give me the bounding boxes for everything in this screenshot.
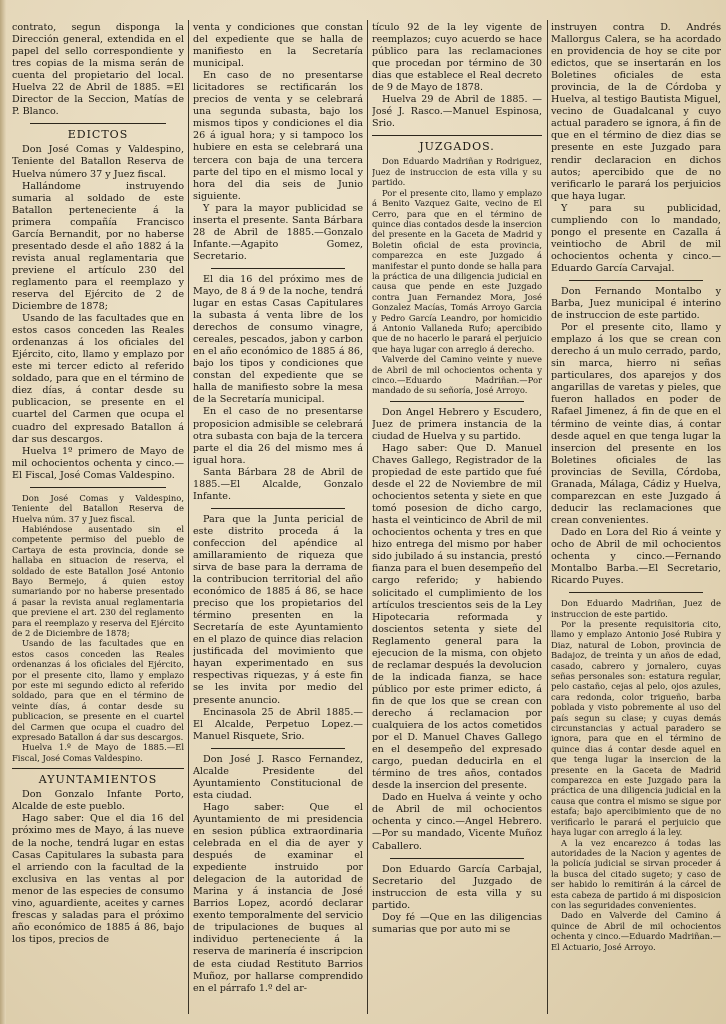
paragraph: Don Eduardo Madriñan y Rodriguez, Juez de instruccion de esta villa y su partido. — [372, 156, 542, 188]
separator — [372, 135, 542, 136]
paragraph: Encinasola 25 de Abril 1885.—El Alcalde, Perpetuo Lopez.—Manuel Risquete, Srio. — [193, 706, 363, 742]
paragraph: En caso de no presentarse licitadores se rectificarán los precios de venta y se celebrará una segunda subasta, bajo los mismos tipos y condiciones el dia 26 á igual hora; y si tampoco los hubiere en esta se celebrará una tercera con baja de una tercera parte del tipo en el mismo local y hora del dia seis de Junio siguiente. — [193, 70, 363, 202]
paragraph: Hallándome instruyendo sumaria al soldado de este Batallon perteneciente á la primera compañía Francisco García Bernandit, por no haberse presentado desde el año 1882 á la revista anual reglamentaria que previene el artículo 230 del reglamento para el reemplazo y reserva del Ejército de 2 de Diciembre de 1878; — [12, 180, 184, 313]
paragraph: A la vez encarezco á todas las autoridades de la Nacion y agentes de la policía judicial se sirvan proceder á la busca del citado sugeto; y caso de ser habido lo remitirán á la cárcel de esta cabeza de partido á mi disposicion con las seguridades convenientes. — [551, 837, 721, 910]
paragraph: Santa Bárbara 28 de Abril de 1885.—El Alcalde, Gonzalo Infante. — [193, 466, 363, 502]
paragraph: Huelva 1º primero de Mayo de mil ochocientos ochenta y cinco.—El Fiscal, José Comas Valdespino. — [12, 445, 184, 481]
column-rule — [367, 20, 368, 1014]
separator — [30, 487, 166, 488]
paragraph: Huelva 1.º de Mayo de 1885.—El Fiscal, José Comas Valdespino. — [12, 742, 184, 763]
column-1 — [12, 22, 184, 1018]
paragraph: Don José Comas y Valdespino, Teniente del Batallon Reserva de Huelva número 37 y Juez fiscal. — [12, 144, 184, 180]
column-4 — [551, 22, 721, 1018]
column-rule — [188, 20, 189, 1014]
separator — [211, 508, 345, 509]
paragraph: Y para su publicidad, cumpliendo con lo mandado, pongo el presente en Cazalla á veintiocho de Abril de mil ochocientos ochenta y cinco.—Eduardo García Carvajal. — [551, 202, 721, 274]
paragraph: Don Gonzalo Infante Porto, Alcalde de este pueblo. — [12, 789, 184, 813]
paragraph: Hago saber: Que el dia 16 del próximo mes de Mayo, á las nueve de la noche, tendrá lugar en estas Casas Capitulares la subasta para el arriendo con la facultad de la exclusiva en las ventas al por menor de las especies de consumo vino, aguardiente, aceites y carnes frescas y saladas para el próximo año económico de 1885 á 86, bajo los tipos, precios de — [12, 813, 184, 945]
paragraph: Doy fé —Que en las diligencias sumarias que por auto mi se — [372, 911, 542, 935]
paragraph: Don Eduardo García Carbajal, Secretario del Juzgado de instruccion de esta villa y su partido. — [372, 863, 542, 911]
paragraph: Hago saber: Que D. Manuel Chaves Gallego, Registrador de la propiedad de este partido que fué desde el 22 de Noviembre de mil ochocientos setenta y siete en que tomó posesion de dicho cargo, hasta el veinticinco de Abril de mil ochocientos ochenta y tres en que hizo entrega del mismo por haber sido jubilado á su instancia, prestó fianza para el buen desempeño del cargo referido; y habiendo solicitado el cumplimiento de los artículos trescientos seis de la Ley Hipotecaria reformada y doscientos setenta y siete del Reglamento general para la ejecucion de la misma, con objeto de reclamar después la devolucion de la indicada fianza, se hace público por este primer edicto, á fin de que los que se crean con derecho á reclamacion por cualquiera de los actos cometidos por el D. Manuel Chaves Gallego en el desempeño del expresado cargo, puedan deducirla en el término de tres años, contados desde la insercion del presente. — [372, 442, 542, 792]
paragraph: Usando de las facultades que en estos casos conceden las Reales ordenanzas á los oficiales del Ejército, cito, llamo y emplazo por este mi tercer edicto al referido soldado, para que en el término de diez días, á contar desde su publicacion, se presente en el cuartel del Carmen que ocupa el cuadro del expresado Batallon á dar sus descargos. — [12, 313, 184, 445]
paragraph: Huelva 29 de Abril de 1885. —José J. Rasco.—Manuel Espinosa, Srio. — [372, 94, 542, 130]
separator — [569, 592, 703, 593]
separator — [390, 401, 524, 402]
paragraph: El dia 16 del próximo mes de Mayo, de 8 á 9 de la noche, tendrá lugar en estas Casas Capitulares la subasta á venta libre de los derechos de consumo vinagre, cereales, pescados, jabon y carbon en el año económico de 1885 á 86, bajo los tipos y condiciones que constan del expediente que se halla de manifiesto sobre la mesa de la Secretaría municipal. — [193, 273, 363, 406]
separator — [211, 268, 345, 269]
paragraph: tículo 92 de la ley vigente de reemplazos; cuyo acuerdo se hace público para las reclamaciones que procedan por término de 30 dias que establece el Real decreto de 9 de Mayo de 1878. — [372, 22, 542, 94]
separator — [390, 858, 524, 859]
paragraph: Dado en Huelva á veinte y ocho de Abril de mil ochocientos ochenta y cinco.—Angel Hebrero.—Por su mandado, Vicente Muñoz Caballero. — [372, 792, 542, 852]
paragraph: Por el presente cito, llamo y emplazo á Benito Vazquez Gaite, vecino de El Cerro, para que en el término de quince dias contados desde la insercion del presente en la Gaceta de Madrid y Boletin oficial de esta provincia, comparezca en este Juzgado á manifestar el punto donde se halla para la práctica de una diligencia judicial en causa que pende en este Juzgado contra Juan Fernandez Mora, José Gonzalez Macías, Tomás Arroyo Garcia y Pedro García Leandro, por homicidio á Antonio Vallaneda Rufo; apercibido que de no hacerlo le parará el perjuicio que haya lugar con arreglo á derecho. — [372, 187, 542, 354]
paragraph: contrato, segun disponga la Dirección general, extendida en el papel del sello correspondiente y tres copias de la misma serán de cuenta del propietario del local. Huelva 22 de Abril de 1885. =El Director de la Seccion, Matías de P. Blanco. — [12, 22, 184, 118]
separator — [30, 123, 166, 124]
column-3 — [372, 22, 542, 1018]
section-heading-edictos: EDICTOS — [67, 128, 129, 142]
paragraph: Por el presente cito, llamo y emplazo á los que se crean con derecho á un mulo cerrado, pardo, sin marca, hierro ni señas particulares, dos aparejos y dos angarillas de varetas y pieles, que fueron hallados en poder de Rafael Jimenez, á fin de que en el término de veinte dias, á contar desde aquel en que tenga lugar la insercion del presente en los Boletines oficiales de las provincias de Sevilla, Córdoba, Granada, Málaga, Cádiz y Huelva, comparezcan en este Juzgado á deducir las reclamaciones que crean convenientes. — [551, 322, 721, 526]
paragraph: Habiéndose ausentado sin el competente permiso del pueblo de Cartaya de esta provincia, donde se hallaba en situacion de reserva, el soldado de este Batallon José Antonio Bayo Bermejo, á quien estoy sumariando por no haberse presentado á pasar la revista anual reglamentaria que previene el art. 230 del reglamento para el reemplazo y reserva del Ejército de 2 de Diciembre de 1878; — [12, 523, 184, 639]
column-2 — [193, 22, 363, 1018]
page-edge-shadow — [0, 0, 6, 1024]
column-rule — [547, 20, 548, 1014]
paragraph: venta y condiciones que constan del expediente que se halla de manifiesto en la Secretaría municipal. — [193, 22, 363, 70]
paragraph: Don Eduardo Madriñan, Juez de instruccion de este partido. — [551, 598, 721, 619]
paragraph: Usando de las facultades que en estos casos conceden las Reales ordenanzas á los oficiales del Ejército, por el presente cito, llamo y emplazo por este mi segundo edicto al referido soldado, para que en el término de veinte días, á contar desde su publicacion, se presente en el cuartel del Carmen que ocupa el cuadro del expresado Batallon á dar sus descargos. — [12, 638, 184, 743]
paragraph: Dado en Lora del Rio á veinte y ocho de Abril de mil ochocientos ochenta y cinco.—Fernando Montalbo Barba.—El Secretario, Ricardo Puyes. — [551, 526, 721, 587]
paragraph: Don José J. Rasco Fernandez, Alcalde Presidente del Ayuntamiento Constitucional de esta ciudad. — [193, 753, 363, 801]
paragraph: Don Angel Hebrero y Escudero, Juez de primera instancia de la ciudad de Huelva y su partido. — [372, 406, 542, 442]
paragraph: En el caso de no presentarse proposicion admisible se celebrará otra subasta con baja de la tercera parte el dia 26 del mismo mes á igual hora. — [193, 406, 363, 466]
section-heading-juzgados: JUZGADOS. — [419, 140, 495, 154]
separator — [12, 768, 184, 769]
paragraph: Hago saber: Que el Ayuntamiento de mi presidencia en sesion pública extraordinaria celebrada en el dia de ayer y después de examinar el expediente instruido por delegacion de la autoridad de Marina y á instancia de José Barrios Lopez, acordó declarar exento temporalmente del servicio de tripulaciones de buques al individuo perteneciente á la reserva de marinería é inscripcion de esta ciudad Restituto Barrios Muñoz, por hallarse comprendido en el párrafo 1.º del ar- — [193, 801, 363, 994]
paragraph: Por la presente requisitoria cito, llamo y emplazo Antonio José Rubira y Diaz, natural de Lobon, provincia de Badajoz, de treinta y un años de edad, casado, cabrero y jornalero, cuyas señas personales son: estatura regular, pelo castaño, cejas al pelo, ojos azules, cara redonda, color trigueño, barba poblada y visto pobremente al uso del país segun su clase; y cuyas demás circunstancias y actual paradero se ignora, para que en el término de quince dias á contar desde aquel en que tenga lugar la insercion de la presente en la Gaceta de Madrid comparezca en este Juzgado para la práctica de una diligencia judicial en la causa que contra el mismo se sigue por estafa; bajo apercibimiento que de no verificarlo le parará el perjuicio que haya lugar con arreglo á la ley. — [551, 618, 721, 838]
separator — [569, 280, 703, 281]
section-heading-ayuntamientos: AYUNTAMIENTOS — [38, 773, 158, 787]
paragraph: Dado en Valverde del Camino á quince de Abril de mil ochocientos ochenta y cinco.—Eduardo Madriñan.—El Actuario, José Arroyo. — [551, 910, 721, 952]
paragraph: Y para la mayor publicidad se inserta el presente. Santa Bárbara 28 de Abril de 1885.—Gonzalo Infante.—Agapito Gomez, Secretario. — [193, 202, 363, 262]
paragraph: instruyen contra D. Andrés Mallorgus Calera, se ha acordado en providencia de hoy se cite por edictos, que se insertarán en los Boletines oficiales de esta provincia, de la de Córdoba y Huelva, al testigo Bautista Miguel, vecino de Guadalcanal y cuyo actual paradero se ignora, á fin de que en el término de diez dias se presente en este Juzgado para rendir declaracion en dichos autos; apercibido que de no verificarlo le parará los perjuicios que haya lugar. — [551, 22, 721, 202]
paragraph: Don Fernando Montalbo y Barba, Juez municipal é interino de instruccion de este partido. — [551, 285, 721, 322]
separator — [211, 748, 345, 749]
paragraph: Para que la Junta pericial de este distrito proceda á la confeccion del apéndice al amillaramiento de riqueza que sirva de base para la derrama de la contribucion territorial del año económico de 1885 á 86, se hace preciso que los propietarios del término presenten en la Secretaría de este Ayuntamiento en el plazo de quince dias relacion justificada del movimiento que hayan experimentado en sus respectivas riquezas, y á este fin se les invita por medio del presente anuncio. — [193, 513, 363, 706]
paragraph: Valverde del Camino veinte y nueve de Abril de mil ochocientos ochenta y cinco.—Eduardo Madriñan.—Por mandado de su señoría, José Arroyo. — [372, 354, 542, 396]
paragraph: Don José Comas y Valdespino, Teniente del Batallon Reserva de Huelva núm. 37 y Juez fiscal. — [12, 492, 184, 524]
